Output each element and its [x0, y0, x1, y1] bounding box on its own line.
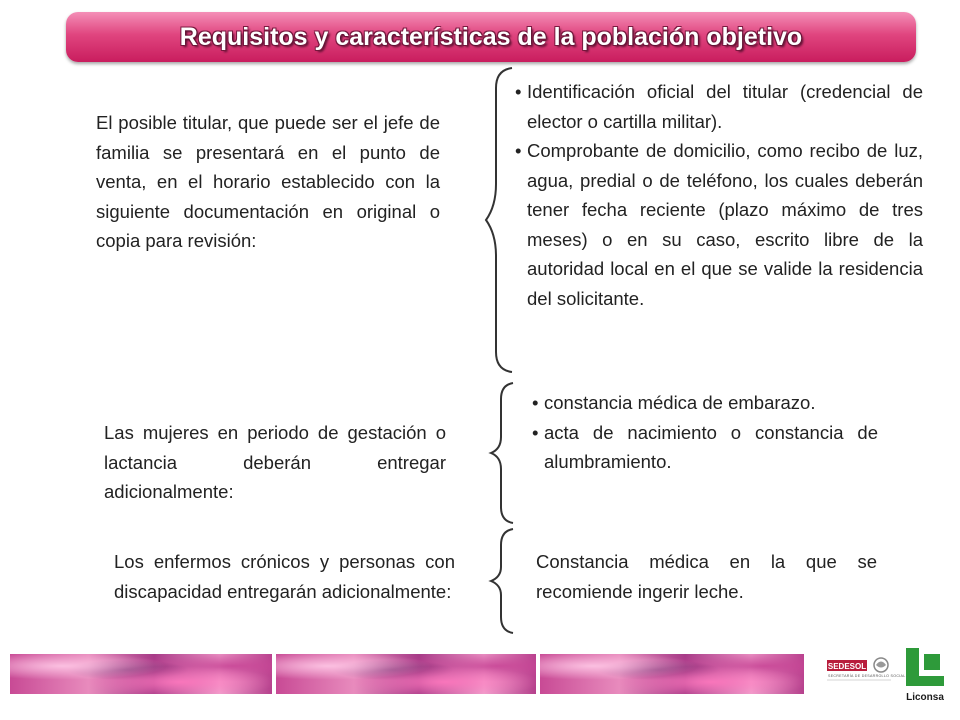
- liconsa-logo: [902, 646, 948, 702]
- section-2-left-text: Las mujeres en periodo de gestación o lactancia deberán entregar adicionalmente:: [104, 422, 446, 502]
- section-2-brace: [487, 381, 517, 525]
- section-3-left-text: Los enfermos crónicos y personas con discapacidad entregarán adicionalmente:: [114, 551, 455, 602]
- section-1-bullets: [515, 77, 923, 313]
- title-banner: [66, 12, 916, 62]
- list-item: • constancia médica de embarazo.: [532, 392, 816, 413]
- section-3-right-text: Constancia médica en la que se recomiende ingerir leche.: [536, 551, 877, 602]
- svg-text:SECRETARÍA DE DESARROLLO SOCIA: SECRETARÍA DE DESARROLLO SOCIAL: [828, 674, 906, 678]
- section-1-brace: [482, 66, 518, 374]
- svg-text:SEDESOL: SEDESOL: [827, 662, 867, 671]
- section-3-brace: [487, 527, 517, 635]
- section-1-left-text: El posible titular, que puede ser el jefe de familia se presentará en el punto de venta, en el horario establecido con la siguiente documentación en original o copia para revisión:: [96, 112, 440, 251]
- decorative-strip-1: [10, 654, 272, 694]
- sedesol-logo: [826, 648, 906, 694]
- list-item: • acta de nacimiento o constancia de alumbramiento.: [532, 421, 878, 472]
- page-title: Requisitos y características de la población objetivo: [179, 22, 803, 51]
- section-2-bullets: [532, 388, 878, 477]
- list-item: • Identificación oficial del titular (credencial de elector o cartilla militar).: [515, 81, 923, 132]
- decorative-strip-2: [276, 654, 536, 694]
- svg-text:Liconsa: Liconsa: [906, 692, 944, 703]
- decorative-strip-3: [540, 654, 804, 694]
- list-item: • Comprobante de domicilio, como recibo de luz, agua, predial o de teléfono, los cuales deberán tener fecha reciente (plazo máximo de tres meses) o en su caso, escrito libre de la autoridad local en el que se valide la residencia del solicitante.: [515, 140, 923, 309]
